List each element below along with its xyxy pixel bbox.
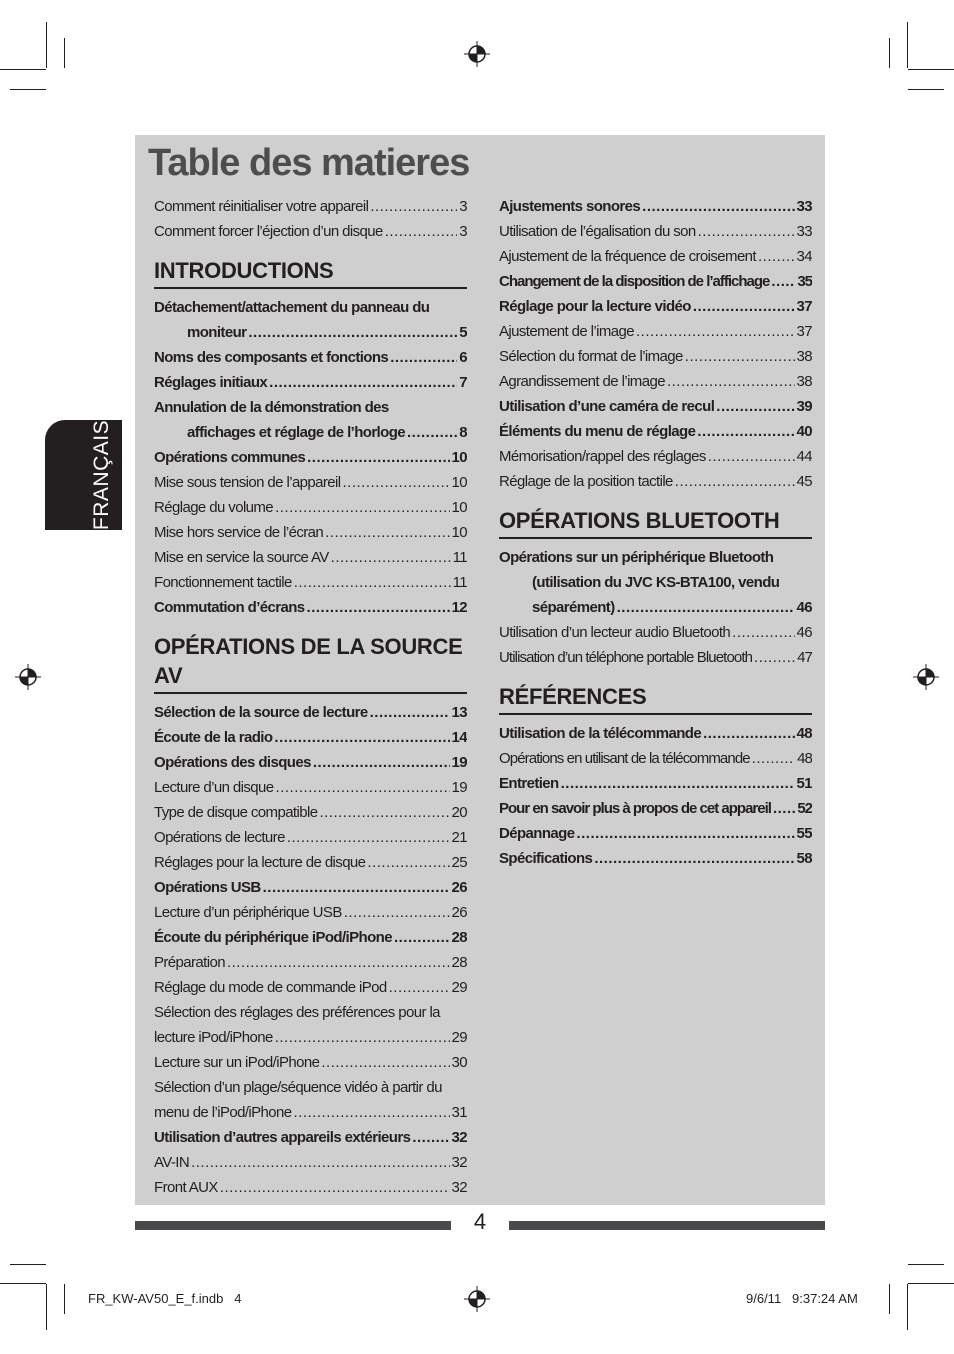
toc-entry-page: 48: [796, 725, 812, 742]
toc-entry-title: Ajustement de la fréquence de croisement: [499, 248, 756, 265]
toc-entry-page: 11: [452, 574, 467, 591]
dot-leader: [274, 725, 449, 750]
toc-entry-page: 30: [451, 1054, 467, 1071]
toc-entry-page: 35: [797, 273, 812, 290]
crop-mark: [64, 38, 65, 68]
crop-mark: [0, 69, 46, 70]
toc-entry-page: 13: [451, 704, 467, 721]
toc-entry-page: 47: [797, 649, 812, 666]
toc-entry[interactable]: [154, 395, 467, 420]
dot-leader: [617, 595, 795, 620]
footer-datetime: 9/6/11 9:37:24 AM: [746, 1291, 858, 1306]
toc-entry-title: Utilisation d’un lecteur audio Bluetooth: [499, 624, 731, 641]
toc-entry-page: 26: [451, 879, 467, 896]
toc-entry[interactable]: [499, 721, 812, 746]
toc-entry[interactable]: [499, 444, 812, 469]
toc-column-left: [154, 194, 467, 1200]
toc-entry[interactable]: [154, 1025, 467, 1050]
toc-entry[interactable]: [154, 700, 467, 725]
toc-entry-title: Opérations sur un périphérique Bluetooth: [499, 549, 774, 566]
toc-entry-page: 7: [459, 374, 467, 391]
toc-entry-title: Sélection de la source de lecture: [154, 704, 368, 721]
toc-entry-title: Spécifications: [499, 850, 593, 867]
toc-entry-title: Comment réinitialiser votre appareil: [154, 198, 369, 215]
toc-entry[interactable]: [154, 1175, 467, 1200]
toc-entry[interactable]: [499, 244, 812, 269]
toc-entry-page: 37: [796, 298, 812, 315]
crop-mark: [908, 69, 954, 70]
toc-entry-page: 33: [796, 223, 812, 240]
toc-entry[interactable]: [154, 420, 467, 445]
toc-entry-page: 39: [796, 398, 812, 415]
page-number-bar-right: [509, 1221, 825, 1230]
toc-entry-title: Commutation d’écrans: [154, 599, 305, 616]
dot-leader: [344, 900, 450, 925]
crop-mark: [908, 1283, 954, 1284]
toc-entry[interactable]: [154, 750, 467, 775]
toc-entry-page: 31: [451, 1104, 467, 1121]
dot-leader: [675, 469, 795, 494]
toc-entry-page: 34: [796, 248, 812, 265]
page-title: Table des matieres: [148, 142, 470, 184]
toc-entry-page: 55: [796, 825, 812, 842]
dot-leader: [275, 495, 449, 520]
toc-entry[interactable]: [154, 975, 467, 1000]
toc-entry-title: Comment forcer l’éjection d’un disque: [154, 223, 383, 240]
toc-entry[interactable]: [499, 344, 812, 369]
toc-entry[interactable]: [154, 900, 467, 925]
toc-entry[interactable]: [154, 295, 467, 320]
crop-mark: [10, 89, 46, 90]
toc-entry[interactable]: [154, 850, 467, 875]
dot-leader: [636, 319, 795, 344]
toc-entry-title: AV-IN: [154, 1154, 190, 1171]
toc-entry[interactable]: [154, 1000, 467, 1025]
toc-entry-title: Opérations communes: [154, 449, 306, 466]
toc-entry[interactable]: [154, 320, 467, 345]
dot-leader: [758, 244, 795, 269]
crop-mark: [908, 1264, 944, 1265]
toc-entry[interactable]: [499, 620, 812, 645]
toc-entry-page: 29: [451, 1029, 467, 1046]
toc-entry-page: 10: [451, 499, 467, 516]
toc-entry[interactable]: [499, 419, 812, 444]
toc-entry[interactable]: [499, 645, 812, 670]
toc-entry-title: Utilisation d’une caméra de recul: [499, 398, 715, 415]
dot-leader: [708, 444, 795, 469]
toc-entry[interactable]: [154, 445, 467, 470]
toc-entry-page: 33: [796, 198, 812, 215]
toc-entry-title: lecture iPod/iPhone: [154, 1029, 273, 1046]
toc-entry[interactable]: [154, 495, 467, 520]
toc-entry[interactable]: [499, 269, 812, 294]
dot-leader: [294, 1100, 450, 1125]
toc-entry-title: Ajustements sonores: [499, 198, 641, 215]
toc-entry-page: 32: [451, 1154, 467, 1171]
toc-entry-page: 19: [451, 779, 467, 796]
dot-leader: [287, 825, 450, 850]
dot-leader: [220, 1175, 450, 1200]
toc-entry[interactable]: [154, 219, 467, 244]
section-heading-introductions: [154, 256, 467, 289]
toc-entry-title: Ajustement de l’image: [499, 323, 634, 340]
toc-entry[interactable]: [154, 1125, 467, 1150]
toc-entry-title: Agrandissement de l’image: [499, 373, 665, 390]
toc-entry-page: 28: [451, 954, 467, 971]
toc-entry-page: 10: [451, 449, 467, 466]
dot-leader: [390, 345, 457, 370]
toc-entry[interactable]: [499, 771, 812, 796]
toc-entry-title: Type de disque compatible: [154, 804, 318, 821]
toc-entry-page: 46: [796, 624, 812, 641]
toc-entry-page: 32: [451, 1129, 467, 1146]
dot-leader: [321, 1050, 449, 1075]
dot-leader: [703, 721, 794, 746]
toc-entry-title: affichages et réglage de l’horloge: [187, 424, 405, 441]
toc-entry-page: 45: [796, 473, 812, 490]
toc-entry-page: 37: [796, 323, 812, 340]
toc-entry-title: Pour en savoir plus à propos de cet appareil: [499, 800, 771, 817]
toc-entry-page: 26: [451, 904, 467, 921]
toc-entry-page: 28: [451, 929, 467, 946]
section-heading-text: OPÉRATIONS BLUETOOTH: [499, 508, 780, 533]
dot-leader: [294, 570, 451, 595]
toc-entry[interactable]: [154, 595, 467, 620]
toc-entry[interactable]: [154, 370, 467, 395]
toc-entry-title: (utilisation du JVC KS-BTA100, vendu: [532, 574, 780, 591]
dot-leader: [307, 595, 450, 620]
toc-entry[interactable]: [499, 469, 812, 494]
section-heading-bluetooth: [499, 506, 812, 539]
dot-leader: [685, 344, 795, 369]
section-heading-text: [154, 632, 467, 690]
section-heading-text: RÉFÉRENCES: [499, 684, 647, 709]
dot-leader: [367, 850, 449, 875]
toc-entry-page: 58: [796, 850, 812, 867]
toc-entry-title: Opérations USB: [154, 879, 261, 896]
toc-entry[interactable]: [154, 1150, 467, 1175]
toc-entry-title: Mise hors service de l’écran: [154, 524, 324, 541]
dot-leader: [331, 545, 451, 570]
toc-entry[interactable]: [154, 570, 467, 595]
footer-file-slug: FR_KW-AV50_E_f.indb 4: [88, 1291, 242, 1306]
dot-leader: [276, 775, 450, 800]
registration-mark-icon: [15, 664, 41, 690]
dot-leader: [752, 746, 795, 771]
toc-entry-title: Réglages initiaux: [154, 374, 268, 391]
crop-mark: [0, 1283, 46, 1284]
crop-mark: [907, 22, 908, 68]
toc-entry[interactable]: [499, 796, 812, 821]
dot-leader: [771, 269, 795, 294]
toc-entry-title: Lecture d’un disque: [154, 779, 274, 796]
dot-leader: [389, 975, 450, 1000]
toc-entry[interactable]: [154, 345, 467, 370]
dot-leader: [343, 470, 450, 495]
dot-leader: [269, 370, 457, 395]
toc-entry-page: 10: [451, 474, 467, 491]
toc-entry-title: Sélection des réglages des préférences pour la: [154, 1004, 440, 1021]
toc-entry-title: Préparation: [154, 954, 225, 971]
toc-entry[interactable]: [499, 746, 812, 771]
toc-entry-title: Réglage du volume: [154, 499, 274, 516]
toc-entry[interactable]: [499, 219, 812, 244]
language-tab-label: FRANÇAIS: [90, 419, 113, 531]
toc-entry[interactable]: [499, 821, 812, 846]
toc-entry-title: Mémorisation/rappel des réglages: [499, 448, 706, 465]
toc-entry-page: 48: [797, 750, 812, 767]
toc-entry-page: 51: [796, 775, 812, 792]
dot-leader: [385, 219, 457, 244]
toc-entry-page: 32: [451, 1179, 467, 1196]
crop-mark: [46, 1284, 47, 1330]
section-heading-av-source: [154, 632, 467, 694]
toc-entry-title: Réglage pour la lecture vidéo: [499, 298, 691, 315]
section-heading-text: INTRODUCTIONS: [154, 258, 334, 283]
toc-entry[interactable]: [154, 194, 467, 219]
toc-entry-title: Écoute du périphérique iPod/iPhone: [154, 929, 392, 946]
toc-entry-title: Écoute de la radio: [154, 729, 273, 746]
dot-leader: [275, 1025, 450, 1050]
toc-entry[interactable]: [499, 846, 812, 871]
toc-entry-title: Mise en service la source AV: [154, 549, 329, 566]
dot-leader: [716, 394, 794, 419]
toc-entry-title: Noms des composants et fonctions: [154, 349, 389, 366]
dot-leader: [698, 219, 795, 244]
section-heading-references: [499, 682, 812, 715]
dot-leader: [642, 194, 794, 219]
toc-column-right: [499, 194, 812, 871]
toc-entry-page: 25: [451, 854, 467, 871]
toc-entry[interactable]: [499, 369, 812, 394]
toc-entry-page: 46: [796, 599, 812, 616]
dot-leader: [697, 419, 794, 444]
toc-entry-title: menu de l’iPod/iPhone: [154, 1104, 292, 1121]
toc-entry-title: Opérations en utilisant de la télécommande: [499, 750, 750, 767]
dot-leader: [561, 771, 795, 796]
toc-entry[interactable]: [154, 925, 467, 950]
toc-entry[interactable]: [154, 775, 467, 800]
crop-mark: [64, 1284, 65, 1314]
toc-entry[interactable]: [154, 875, 467, 900]
toc-entry-title: Réglage du mode de commande iPod: [154, 979, 387, 996]
toc-entry[interactable]: [499, 595, 812, 620]
toc-entry-page: 8: [459, 424, 467, 441]
section-heading-line: OPÉRATIONS DE LA SOURCE: [154, 634, 463, 659]
registration-mark-icon: [464, 41, 490, 67]
dot-leader: [412, 1125, 449, 1150]
toc-entry-page: 21: [451, 829, 467, 846]
crop-mark: [46, 22, 47, 68]
toc-entry-title: Réglages pour la lecture de disque: [154, 854, 366, 871]
toc-entry-page: 14: [451, 729, 467, 746]
toc-entry[interactable]: [499, 294, 812, 319]
crop-mark: [907, 1284, 908, 1330]
page-number-bar-left: [135, 1221, 451, 1230]
crop-mark: [10, 1264, 46, 1265]
crop-mark: [889, 38, 890, 68]
dot-leader: [319, 800, 449, 825]
toc-entry[interactable]: [154, 520, 467, 545]
dot-leader: [773, 796, 795, 821]
toc-entry[interactable]: [154, 470, 467, 495]
toc-entry-title: Lecture d’un périphérique USB: [154, 904, 342, 921]
toc-entry[interactable]: [154, 825, 467, 850]
dot-leader: [407, 420, 457, 445]
toc-entry-title: Entretien: [499, 775, 559, 792]
toc-entry-title: Lecture sur un iPod/iPhone: [154, 1054, 320, 1071]
crop-mark: [908, 89, 944, 90]
toc-entry-title: Changement de la disposition de l’affichage: [499, 273, 770, 290]
dot-leader: [693, 294, 795, 319]
toc-entry[interactable]: [154, 1050, 467, 1075]
crop-mark: [889, 1284, 890, 1314]
toc-entry-title: Fonctionnement tactile: [154, 574, 292, 591]
dot-leader: [576, 821, 794, 846]
toc-entry-title: Réglage de la position tactile: [499, 473, 673, 490]
toc-entry-title: Utilisation de l’égalisation du son: [499, 223, 696, 240]
dot-leader: [227, 950, 450, 975]
toc-entry[interactable]: [154, 545, 467, 570]
toc-entry-page: 20: [451, 804, 467, 821]
toc-entry-title: séparément): [532, 599, 615, 616]
toc-entry[interactable]: [499, 194, 812, 219]
dot-leader: [263, 875, 450, 900]
toc-entry-page: 29: [451, 979, 467, 996]
section-heading-line: AV: [154, 663, 183, 688]
toc-entry-title: Éléments du menu de réglage: [499, 423, 696, 440]
toc-entry-title: Opérations des disques: [154, 754, 311, 771]
toc-entry-page: 6: [459, 349, 467, 366]
toc-entry-page: 5: [459, 324, 467, 341]
toc-entry-page: 12: [451, 599, 467, 616]
dot-leader: [307, 445, 449, 470]
toc-entry[interactable]: [499, 394, 812, 419]
toc-entry-title: Annulation de la démonstration des: [154, 399, 389, 416]
dot-leader: [394, 925, 450, 950]
toc-entry[interactable]: [154, 725, 467, 750]
toc-entry-page: 40: [796, 423, 812, 440]
toc-entry-title: Sélection du format de l’image: [499, 348, 683, 365]
dot-leader: [248, 320, 457, 345]
dot-leader: [325, 520, 449, 545]
dot-leader: [370, 700, 450, 725]
toc-entry[interactable]: [154, 950, 467, 975]
toc-entry-title: Dépannage: [499, 825, 575, 842]
toc-entry[interactable]: [154, 800, 467, 825]
toc-entry-page: 3: [459, 223, 467, 240]
toc-entry-title: Détachement/attachement du panneau du: [154, 299, 430, 316]
toc-entry-page: 44: [796, 448, 812, 465]
toc-entry-page: 19: [451, 754, 467, 771]
toc-entry-title: Mise sous tension de l’appareil: [154, 474, 341, 491]
toc-entry-title: Opérations de lecture: [154, 829, 285, 846]
toc-entry-title: Sélection d’un plage/séquence vidéo à partir du: [154, 1079, 442, 1096]
toc-entry[interactable]: [499, 545, 812, 570]
toc-entry[interactable]: [499, 570, 812, 595]
toc-entry-page: 52: [797, 800, 812, 817]
dot-leader: [754, 645, 795, 670]
dot-leader: [191, 1150, 449, 1175]
registration-mark-icon: [913, 664, 939, 690]
toc-entry-page: 11: [452, 549, 467, 566]
toc-entry-title: Front AUX: [154, 1179, 218, 1196]
toc-entry-page: 38: [796, 348, 812, 365]
toc-entry-page: 3: [459, 198, 467, 215]
registration-mark-icon: [464, 1286, 490, 1312]
dot-leader: [667, 369, 795, 394]
toc-entry-title: Utilisation de la télécommande: [499, 725, 702, 742]
dot-leader: [370, 194, 457, 219]
dot-leader: [594, 846, 794, 871]
dot-leader: [732, 620, 794, 645]
toc-entry[interactable]: [499, 319, 812, 344]
toc-entry-title: moniteur: [187, 324, 247, 341]
page-number: 4: [473, 1209, 487, 1234]
toc-entry-page: 10: [451, 524, 467, 541]
toc-entry[interactable]: [154, 1075, 467, 1100]
toc-entry-page: 38: [796, 373, 812, 390]
toc-entry-title: Utilisation d’un téléphone portable Bluetooth: [499, 649, 753, 666]
toc-entry-title: Utilisation d’autres appareils extérieurs: [154, 1129, 411, 1146]
dot-leader: [313, 750, 450, 775]
toc-entry[interactable]: [154, 1100, 467, 1125]
